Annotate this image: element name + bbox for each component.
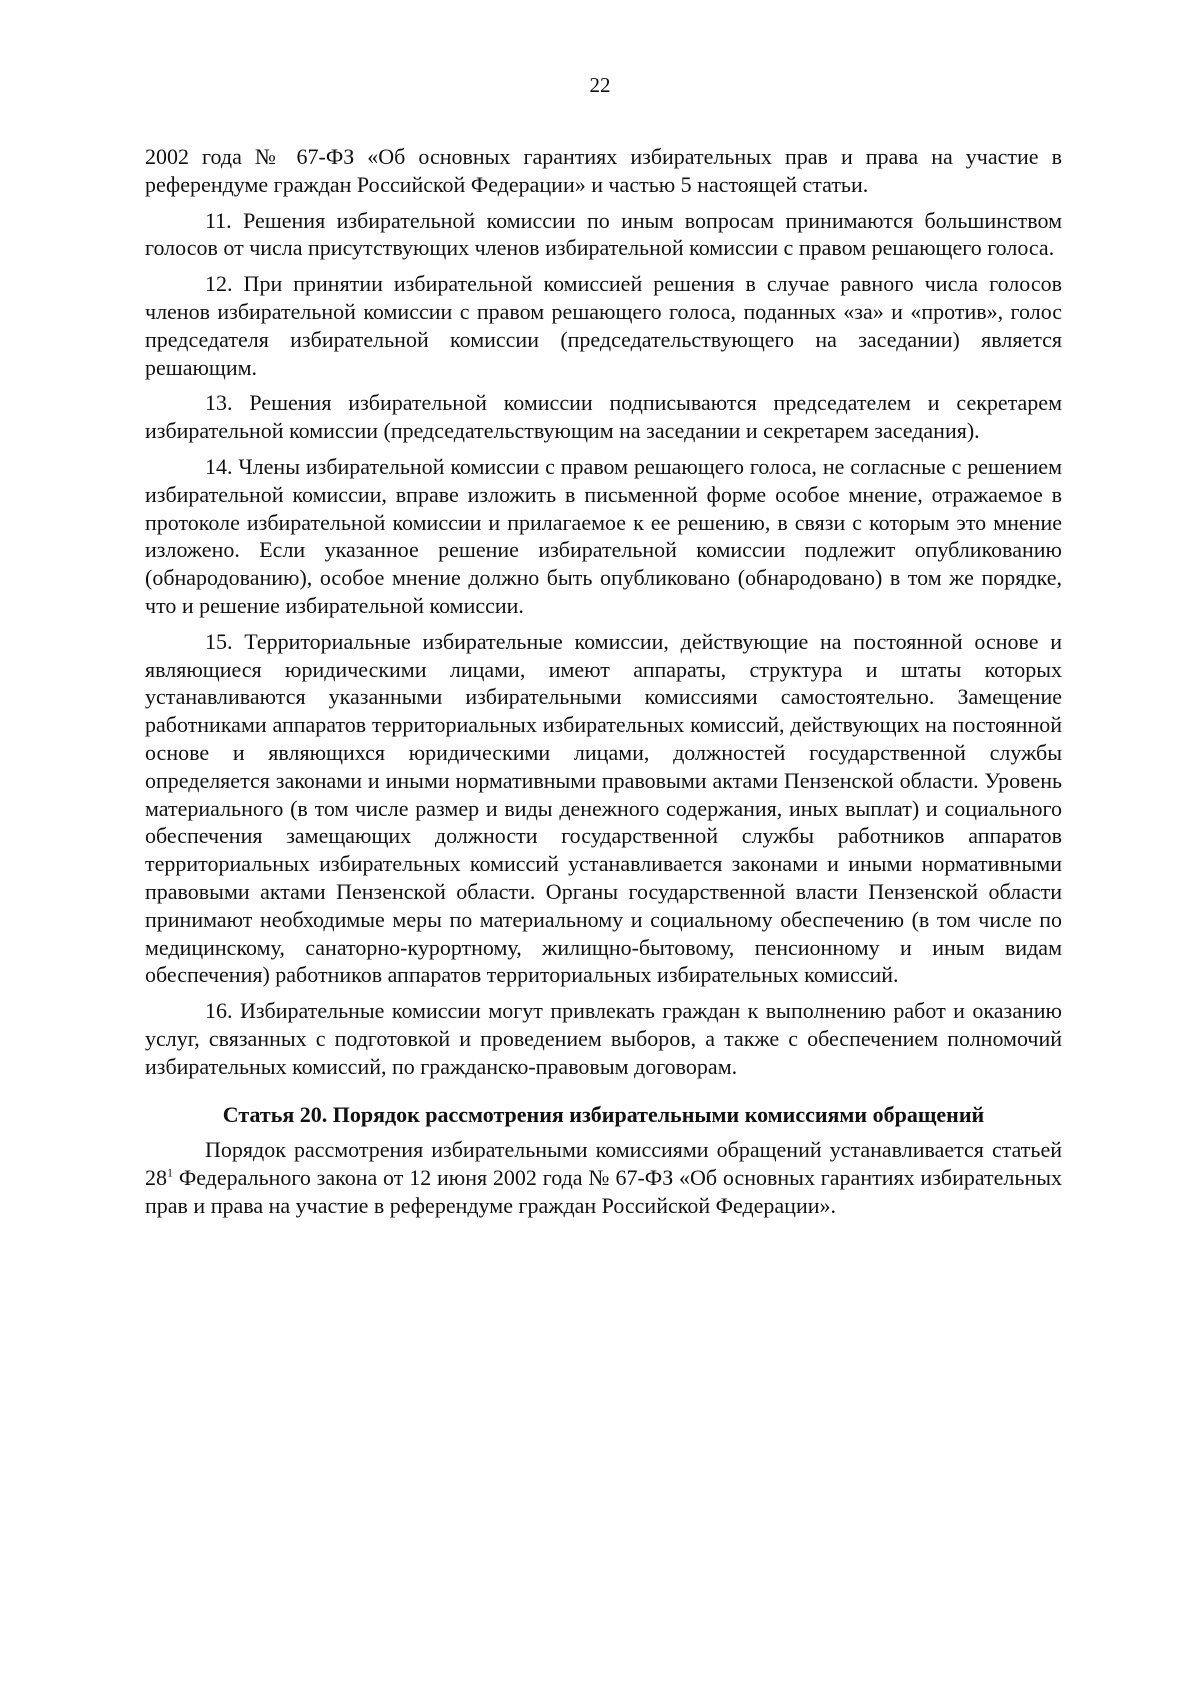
document-body (145, 143, 1062, 1228)
page-number: 22 (589, 73, 611, 97)
paragraph-13: 13. Решения избирательной комиссии подписываются председателем и секретарем избирательной комиссии (председательствующим на заседании и секретарем заседания). (145, 390, 1062, 444)
article-heading: Статья 20. Порядок рассмотрения избирательными комиссиями обращений (222, 1101, 985, 1127)
paragraph-15: 15. Территориальные избирательные комиссии, действующие на постоянной основе и являющиеся юридическими лицами, имеют аппараты, структура и штаты которых устанавливаются указанными избирательными комиссиями самостоятельно. Замещение работниками аппаратов территориальных избирательных комиссий, действующих на постоянной основе и являющихся юридическими лицами, должностей государственной службы определяется законами и иными нормативными правовыми актами Пензенской области. Уровень материального (в том числе размер и виды денежного содержания, иных выплат) и социального обеспечения замещающих должности государственной службы работников аппаратов территориальных избирательных комиссий устанавливается законами и иными нормативными правовыми актами Пензенской области. Органы государственной власти Пензенской области принимают необходимые меры по материальному и социальному обеспечению (в том числе по медицинскому, санаторно-курортному, жилищно-бытовому, пенсионному и иным видам обеспечения) работников аппаратов территориальных избирательных комиссий. (145, 628, 1062, 988)
article-superscript: 1 (167, 1165, 173, 1180)
paragraph-16: 16. Избирательные комиссии могут привлекать граждан к выполнению работ и оказанию услуг, связанных с подготовкой и проведением выборов, а также с обеспечением полномочий избирательных комиссий, по гражданско-правовым договорам. (145, 998, 1062, 1079)
paragraph-14: 14. Члены избирательной комиссии с правом решающего голоса, не согласные с решением избирательной комиссии, вправе изложить в письменной форме особое мнение, отражаемое в протоколе избирательной комиссии и прилагаемое к ее решению, в связи с которым это мнение изложено. Если указанное решение избирательной комиссии подлежит опубликованию (обнародованию), особое мнение должно быть опубликовано (обнародовано) в том же порядке, что и решение избирательной комиссии. (145, 453, 1062, 618)
paragraph-continuation: 2002 года № 67-ФЗ «Об основных гарантиях избирательных прав и права на участие в референдуме граждан Российской Федерации» и частью 5 настоящей статьи. (145, 144, 1062, 197)
paragraph-11: 11. Решения избирательной комиссии по иным вопросам принимаются большинством голосов от числа присутствующих членов избирательной комиссии с правом решающего голоса. (145, 207, 1062, 261)
paragraph-12: 12. При принятии избирательной комиссией решения в случае равного числа голосов членов избирательной комиссии с правом решающего голоса, поданных «за» и «против», голос председателя избирательной комиссии (председательствующего на заседании) является решающим. (145, 271, 1062, 380)
article-text-after-superscript: Федерального закона от 12 июня 2002 года № 67-ФЗ «Об основных гарантиях избирательных прав и права на участие в референдуме граждан Российской Федерации». (145, 1165, 1062, 1218)
article-paragraph (145, 1136, 1062, 1219)
article-text-before-superscript: Порядок рассмотрения избирательными комиссиями обращений устанавливается статьей 28 (145, 1137, 1062, 1191)
